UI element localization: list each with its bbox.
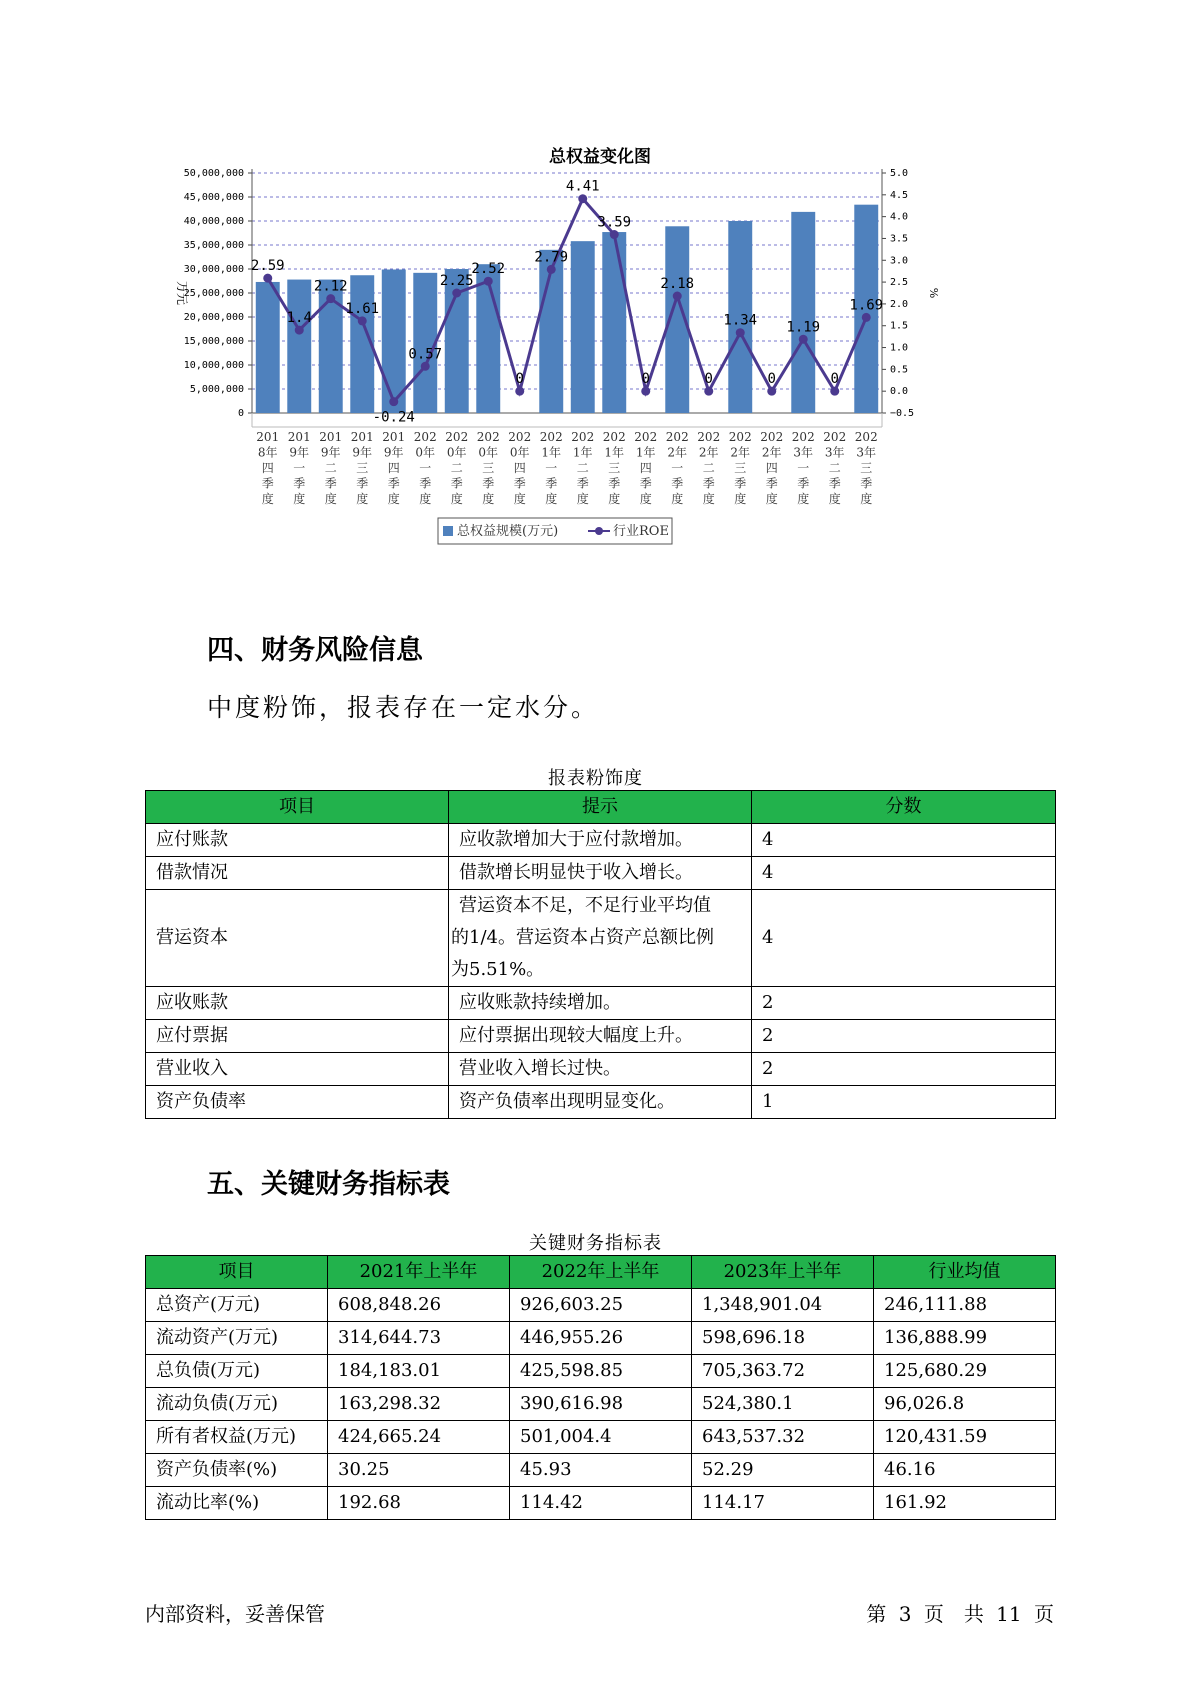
risk-hint-cell [449, 987, 752, 1020]
x-tick-label: 201 [287, 430, 311, 444]
risk-item-cell: 借款情况 [146, 857, 449, 890]
risk-score-cell: 4 [752, 857, 1056, 890]
risk-hint-cell [449, 1020, 752, 1053]
table-row [146, 824, 1056, 857]
x-tick-label: 季 [513, 476, 526, 491]
x-tick-label: 季 [387, 476, 400, 491]
risk-table-header: 分数 [752, 791, 1056, 824]
x-tick-label: 202 [854, 430, 878, 444]
x-tick-label: 度 [734, 492, 747, 506]
risk-hint-line: 借款增长明显快于收入增长。 [459, 862, 693, 883]
x-tick-label: 201 [350, 430, 374, 444]
x-tick-label: 季 [545, 476, 558, 491]
bar [571, 241, 595, 413]
left-tick-label: 45,000,000 [183, 192, 244, 203]
risk-item-cell: 应付票据 [146, 1020, 449, 1053]
risk-hint-line: 营业收入增长过快。 [459, 1058, 621, 1079]
x-tick-label: 202 [413, 430, 437, 444]
metrics-table-header: 2022年上半年 [510, 1256, 692, 1289]
left-tick-label: 15,000,000 [183, 336, 244, 347]
x-tick-label: 一 [293, 461, 306, 475]
metric-value-cell: 114.17 [692, 1487, 874, 1520]
x-tick-label: 度 [482, 492, 495, 506]
x-tick-label: 202 [791, 430, 815, 444]
risk-table-caption: 报表粉饰度 [548, 768, 643, 789]
x-tick-label: 四 [387, 461, 400, 475]
x-tick-label: 202 [508, 430, 532, 444]
risk-item-cell: 营运资本 [146, 890, 449, 987]
table-row [146, 1086, 1056, 1119]
x-tick-label: 202 [823, 430, 847, 444]
x-tick-label: 季 [608, 476, 621, 491]
left-tick-label: 25,000,000 [183, 288, 244, 299]
x-tick-label: 度 [356, 492, 369, 506]
legend-line-label: 行业ROE [613, 524, 669, 539]
footer-page-number: 第 3 页 共 11 页 [866, 1602, 1054, 1626]
left-tick-label: 20,000,000 [183, 312, 244, 323]
x-tick-label: 二 [324, 461, 337, 475]
bar [256, 282, 280, 413]
x-tick-label: 二 [450, 461, 463, 475]
roe-data-label: 1.4 [286, 310, 312, 327]
x-tick-label: 季 [356, 476, 369, 491]
x-tick-label: 三 [860, 461, 873, 475]
metrics-table-header: 行业均值 [874, 1256, 1056, 1289]
table-row [146, 1020, 1056, 1053]
legend-bar-swatch [443, 526, 453, 536]
x-tick-label: 9年 [289, 445, 310, 460]
risk-table [145, 790, 1056, 1119]
x-tick-label: 度 [419, 492, 432, 506]
x-tick-label: 度 [545, 492, 558, 506]
roe-point [641, 387, 650, 396]
x-tick-label: 季 [671, 476, 684, 491]
right-tick-label: 2.5 [890, 277, 909, 289]
bar [287, 280, 311, 413]
left-tick-label: 5,000,000 [189, 384, 244, 395]
metric-value-cell: 705,363.72 [692, 1355, 874, 1388]
roe-data-label: 2.52 [471, 261, 506, 278]
bar [602, 232, 626, 413]
left-tick-label: 40,000,000 [183, 216, 244, 227]
roe-point [767, 387, 776, 396]
table-row [146, 1322, 1056, 1355]
metric-name-cell: 总资产(万元) [146, 1289, 328, 1322]
risk-score-cell: 4 [752, 824, 1056, 857]
right-tick-label: 4.5 [890, 189, 909, 201]
roe-data-label: 0 [641, 371, 650, 388]
x-tick-label: 三 [734, 461, 747, 475]
section-4-heading: 四、财务风险信息 [207, 635, 423, 666]
table-row [146, 1388, 1056, 1421]
x-tick-label: 1年 [541, 445, 562, 460]
x-tick-label: 202 [571, 430, 595, 444]
x-tick-label: 0年 [478, 445, 499, 460]
x-tick-label: 202 [476, 430, 500, 444]
risk-score-cell: 1 [752, 1086, 1056, 1119]
x-tick-label: 季 [702, 476, 715, 491]
roe-point [578, 194, 587, 203]
bar [791, 212, 815, 413]
x-tick-label: 9年 [352, 445, 373, 460]
roe-point [389, 397, 398, 406]
x-tick-label: 202 [602, 430, 626, 444]
table-row [146, 1053, 1056, 1086]
x-tick-label: 202 [445, 430, 469, 444]
x-tick-label: 度 [828, 492, 841, 506]
metrics-table-header: 项目 [146, 1256, 328, 1289]
metric-value-cell: 926,603.25 [510, 1289, 692, 1322]
risk-hint-cell [449, 890, 752, 987]
x-tick-label: 201 [382, 430, 406, 444]
metric-value-cell: 446,955.26 [510, 1322, 692, 1355]
metric-value-cell: 52.29 [692, 1454, 874, 1487]
metric-value-cell: 314,644.73 [328, 1322, 510, 1355]
chart-title: 总权益变化图 [549, 147, 651, 167]
x-tick-label: 季 [828, 476, 841, 491]
right-tick-label: −0.5 [890, 408, 915, 419]
x-tick-label: 度 [513, 492, 526, 506]
x-tick-label: 季 [324, 476, 337, 491]
table-row [146, 1454, 1056, 1487]
x-tick-label: 度 [324, 492, 337, 506]
bar [413, 273, 437, 413]
roe-point [830, 387, 839, 396]
legend-line-marker [595, 527, 603, 535]
roe-point [484, 277, 493, 286]
metric-value-cell: 96,026.8 [874, 1388, 1056, 1421]
section-5-heading: 五、关键财务指标表 [207, 1169, 450, 1200]
metric-name-cell: 总负债(万元) [146, 1355, 328, 1388]
risk-hint-line: 应收账款持续增加。 [459, 992, 621, 1013]
x-tick-label: 202 [760, 430, 784, 444]
roe-data-label: 2.59 [250, 258, 285, 275]
risk-item-cell: 营业收入 [146, 1053, 449, 1086]
right-tick-label: 5.0 [890, 168, 909, 179]
risk-item-cell: 应收账款 [146, 987, 449, 1020]
right-tick-label: 1.0 [890, 342, 909, 354]
risk-score-cell: 2 [752, 1020, 1056, 1053]
roe-point [736, 328, 745, 337]
x-tick-label: 3年 [824, 445, 845, 460]
roe-data-label: 0 [515, 371, 524, 388]
risk-hint-line: 资产负债率出现明显变化。 [459, 1091, 675, 1112]
roe-data-label: 1.19 [786, 319, 821, 336]
metric-value-cell: 501,004.4 [510, 1421, 692, 1454]
risk-table-header: 提示 [449, 791, 752, 824]
metric-value-cell: 136,888.99 [874, 1322, 1056, 1355]
roe-data-label: -0.24 [372, 409, 415, 426]
x-tick-label: 202 [539, 430, 563, 444]
metrics-table-caption: 关键财务指标表 [529, 1233, 662, 1254]
roe-data-label: 1.34 [723, 312, 758, 329]
roe-point [610, 230, 619, 239]
metrics-table-header: 2021年上半年 [328, 1256, 510, 1289]
roe-point [862, 313, 871, 322]
x-tick-label: 季 [765, 476, 778, 491]
metrics-table [145, 1255, 1056, 1520]
metric-value-cell: 30.25 [328, 1454, 510, 1487]
x-tick-label: 度 [797, 492, 810, 506]
risk-hint-cell [449, 1053, 752, 1086]
x-tick-label: 度 [671, 492, 684, 506]
x-tick-label: 季 [261, 476, 274, 491]
right-tick-label: 4.0 [890, 211, 909, 223]
table-row [146, 1421, 1056, 1454]
metric-value-cell: 163,298.32 [328, 1388, 510, 1421]
metric-value-cell: 114.42 [510, 1487, 692, 1520]
roe-point [452, 289, 461, 298]
metric-name-cell: 流动负债(万元) [146, 1388, 328, 1421]
table-row [146, 987, 1056, 1020]
roe-point [547, 265, 556, 274]
risk-score-cell: 2 [752, 987, 1056, 1020]
risk-hint-line: 为5.51%。 [451, 959, 545, 980]
roe-data-label: 0.57 [408, 346, 443, 363]
roe-point [358, 316, 367, 325]
x-tick-label: 度 [765, 492, 778, 506]
x-tick-label: 季 [576, 476, 589, 491]
equity-chart [170, 130, 1030, 590]
x-tick-label: 202 [665, 430, 689, 444]
x-tick-label: 9年 [320, 445, 341, 460]
right-tick-label: 3.0 [890, 255, 909, 267]
x-tick-label: 二 [576, 461, 589, 475]
x-tick-label: 季 [482, 476, 495, 491]
metric-value-cell: 425,598.85 [510, 1355, 692, 1388]
roe-point [515, 387, 524, 396]
metric-value-cell: 184,183.01 [328, 1355, 510, 1388]
x-tick-label: 一 [671, 461, 684, 475]
metric-value-cell: 1,348,901.04 [692, 1289, 874, 1322]
chart-svg [170, 130, 1030, 590]
risk-hint-line: 应收款增加大于应付款增加。 [459, 829, 693, 850]
roe-data-label: 2.79 [534, 249, 569, 266]
x-tick-label: 1年 [572, 445, 593, 460]
x-tick-label: 一 [545, 461, 558, 475]
metric-name-cell: 流动比率(%) [146, 1487, 328, 1520]
x-tick-label: 季 [734, 476, 747, 491]
x-tick-label: 8年 [257, 445, 278, 460]
x-tick-label: 一 [419, 461, 432, 475]
left-tick-label: 50,000,000 [183, 168, 244, 179]
risk-hint-cell [449, 857, 752, 890]
x-tick-label: 201 [319, 430, 343, 444]
x-tick-label: 度 [387, 492, 400, 506]
right-tick-label: 3.5 [890, 233, 909, 245]
x-tick-label: 1年 [604, 445, 625, 460]
metric-value-cell: 125,680.29 [874, 1355, 1056, 1388]
risk-table-header: 项目 [146, 791, 449, 824]
roe-point [704, 387, 713, 396]
risk-hint-cell [449, 824, 752, 857]
x-tick-label: 季 [797, 476, 810, 491]
roe-data-label: 0 [830, 371, 839, 388]
roe-data-label: 3.59 [597, 214, 632, 231]
x-tick-label: 0年 [415, 445, 436, 460]
risk-hint-line: 应付票据出现较大幅度上升。 [459, 1025, 693, 1046]
metric-value-cell: 598,696.18 [692, 1322, 874, 1355]
roe-data-label: 2.18 [660, 276, 695, 293]
risk-item-cell: 资产负债率 [146, 1086, 449, 1119]
left-tick-label: 0 [237, 408, 244, 419]
left-tick-label: 10,000,000 [183, 360, 244, 371]
roe-data-label: 4.41 [565, 178, 600, 195]
x-tick-label: 202 [728, 430, 752, 444]
metric-value-cell: 161.92 [874, 1487, 1056, 1520]
x-tick-label: 0年 [509, 445, 530, 460]
x-tick-label: 季 [293, 476, 306, 491]
metric-value-cell: 390,616.98 [510, 1388, 692, 1421]
table-row [146, 1487, 1056, 1520]
x-tick-label: 度 [608, 492, 621, 506]
roe-point [421, 362, 430, 371]
x-tick-label: 二 [828, 461, 841, 475]
table-row [146, 1355, 1056, 1388]
left-tick-label: 35,000,000 [183, 240, 244, 251]
roe-data-label: 2.12 [313, 278, 348, 295]
metric-value-cell: 46.16 [874, 1454, 1056, 1487]
roe-point [295, 326, 304, 335]
x-tick-label: 季 [860, 476, 873, 491]
risk-summary-text: 中度粉饰，报表存在一定水分。 [207, 693, 600, 722]
x-tick-label: 3年 [856, 445, 877, 460]
x-tick-label: 2年 [730, 445, 751, 460]
x-tick-label: 0年 [446, 445, 467, 460]
right-tick-label: 2.0 [890, 298, 909, 310]
x-tick-label: 四 [765, 461, 778, 475]
right-tick-label: 0.5 [890, 364, 909, 376]
x-tick-label: 四 [639, 461, 652, 475]
x-tick-label: 四 [513, 461, 526, 475]
x-tick-label: 3年 [793, 445, 814, 460]
x-tick-label: 9年 [383, 445, 404, 460]
metric-value-cell: 424,665.24 [328, 1421, 510, 1454]
risk-score-cell: 2 [752, 1053, 1056, 1086]
metric-name-cell: 流动资产(万元) [146, 1322, 328, 1355]
roe-data-label: 1.69 [849, 297, 884, 314]
x-tick-label: 季 [639, 476, 652, 491]
risk-score-cell: 4 [752, 890, 1056, 987]
metric-name-cell: 所有者权益(万元) [146, 1421, 328, 1454]
x-tick-label: 201 [256, 430, 280, 444]
roe-point [263, 274, 272, 283]
metric-name-cell: 资产负债率(%) [146, 1454, 328, 1487]
legend-bar-label: 总权益规模(万元) [457, 524, 559, 539]
x-tick-label: 度 [293, 492, 306, 506]
right-tick-label: 1.5 [890, 320, 909, 332]
risk-hint-line: 的1/4。营运资本占资产总额比例 [451, 927, 714, 948]
risk-item-cell: 应付账款 [146, 824, 449, 857]
roe-point [799, 335, 808, 344]
x-tick-label: 1年 [635, 445, 656, 460]
table-row [146, 1289, 1056, 1322]
metric-value-cell: 643,537.32 [692, 1421, 874, 1454]
roe-data-label: 0 [767, 371, 776, 388]
x-tick-label: 季 [419, 476, 432, 491]
metric-value-cell: 45.93 [510, 1454, 692, 1487]
x-tick-label: 二 [702, 461, 715, 475]
left-tick-label: 30,000,000 [183, 264, 244, 275]
roe-point [326, 294, 335, 303]
x-tick-label: 度 [639, 492, 652, 506]
x-tick-label: 度 [702, 492, 715, 506]
x-tick-label: 度 [261, 492, 274, 506]
left-axis-label: 万元 [175, 280, 189, 306]
x-tick-label: 2年 [698, 445, 719, 460]
x-tick-label: 一 [797, 461, 810, 475]
x-tick-label: 度 [450, 492, 463, 506]
right-axis-label: % [927, 287, 940, 299]
metrics-table-header: 2023年上半年 [692, 1256, 874, 1289]
roe-point [673, 292, 682, 301]
x-tick-label: 202 [634, 430, 658, 444]
x-tick-label: 三 [608, 461, 621, 475]
risk-hint-cell [449, 1086, 752, 1119]
right-tick-label: 0.0 [890, 386, 909, 398]
roe-data-label: 0 [704, 371, 713, 388]
metric-value-cell: 192.68 [328, 1487, 510, 1520]
risk-hint-line: 营运资本不足，不足行业平均值 [459, 895, 711, 916]
footer-confidential: 内部资料，妥善保管 [145, 1602, 325, 1626]
table-row [146, 890, 1056, 987]
x-tick-label: 季 [450, 476, 463, 491]
x-tick-label: 度 [860, 492, 873, 506]
table-row [146, 857, 1056, 890]
x-tick-label: 202 [697, 430, 721, 444]
x-tick-label: 2年 [667, 445, 688, 460]
x-tick-label: 三 [482, 461, 495, 475]
x-tick-label: 三 [356, 461, 369, 475]
x-tick-label: 2年 [761, 445, 782, 460]
metric-value-cell: 246,111.88 [874, 1289, 1056, 1322]
roe-data-label: 1.61 [345, 300, 380, 317]
metric-value-cell: 120,431.59 [874, 1421, 1056, 1454]
metric-value-cell: 608,848.26 [328, 1289, 510, 1322]
metric-value-cell: 524,380.1 [692, 1388, 874, 1421]
x-tick-label: 度 [576, 492, 589, 506]
x-tick-label: 四 [261, 461, 274, 475]
roe-data-label: 2.25 [439, 273, 474, 289]
